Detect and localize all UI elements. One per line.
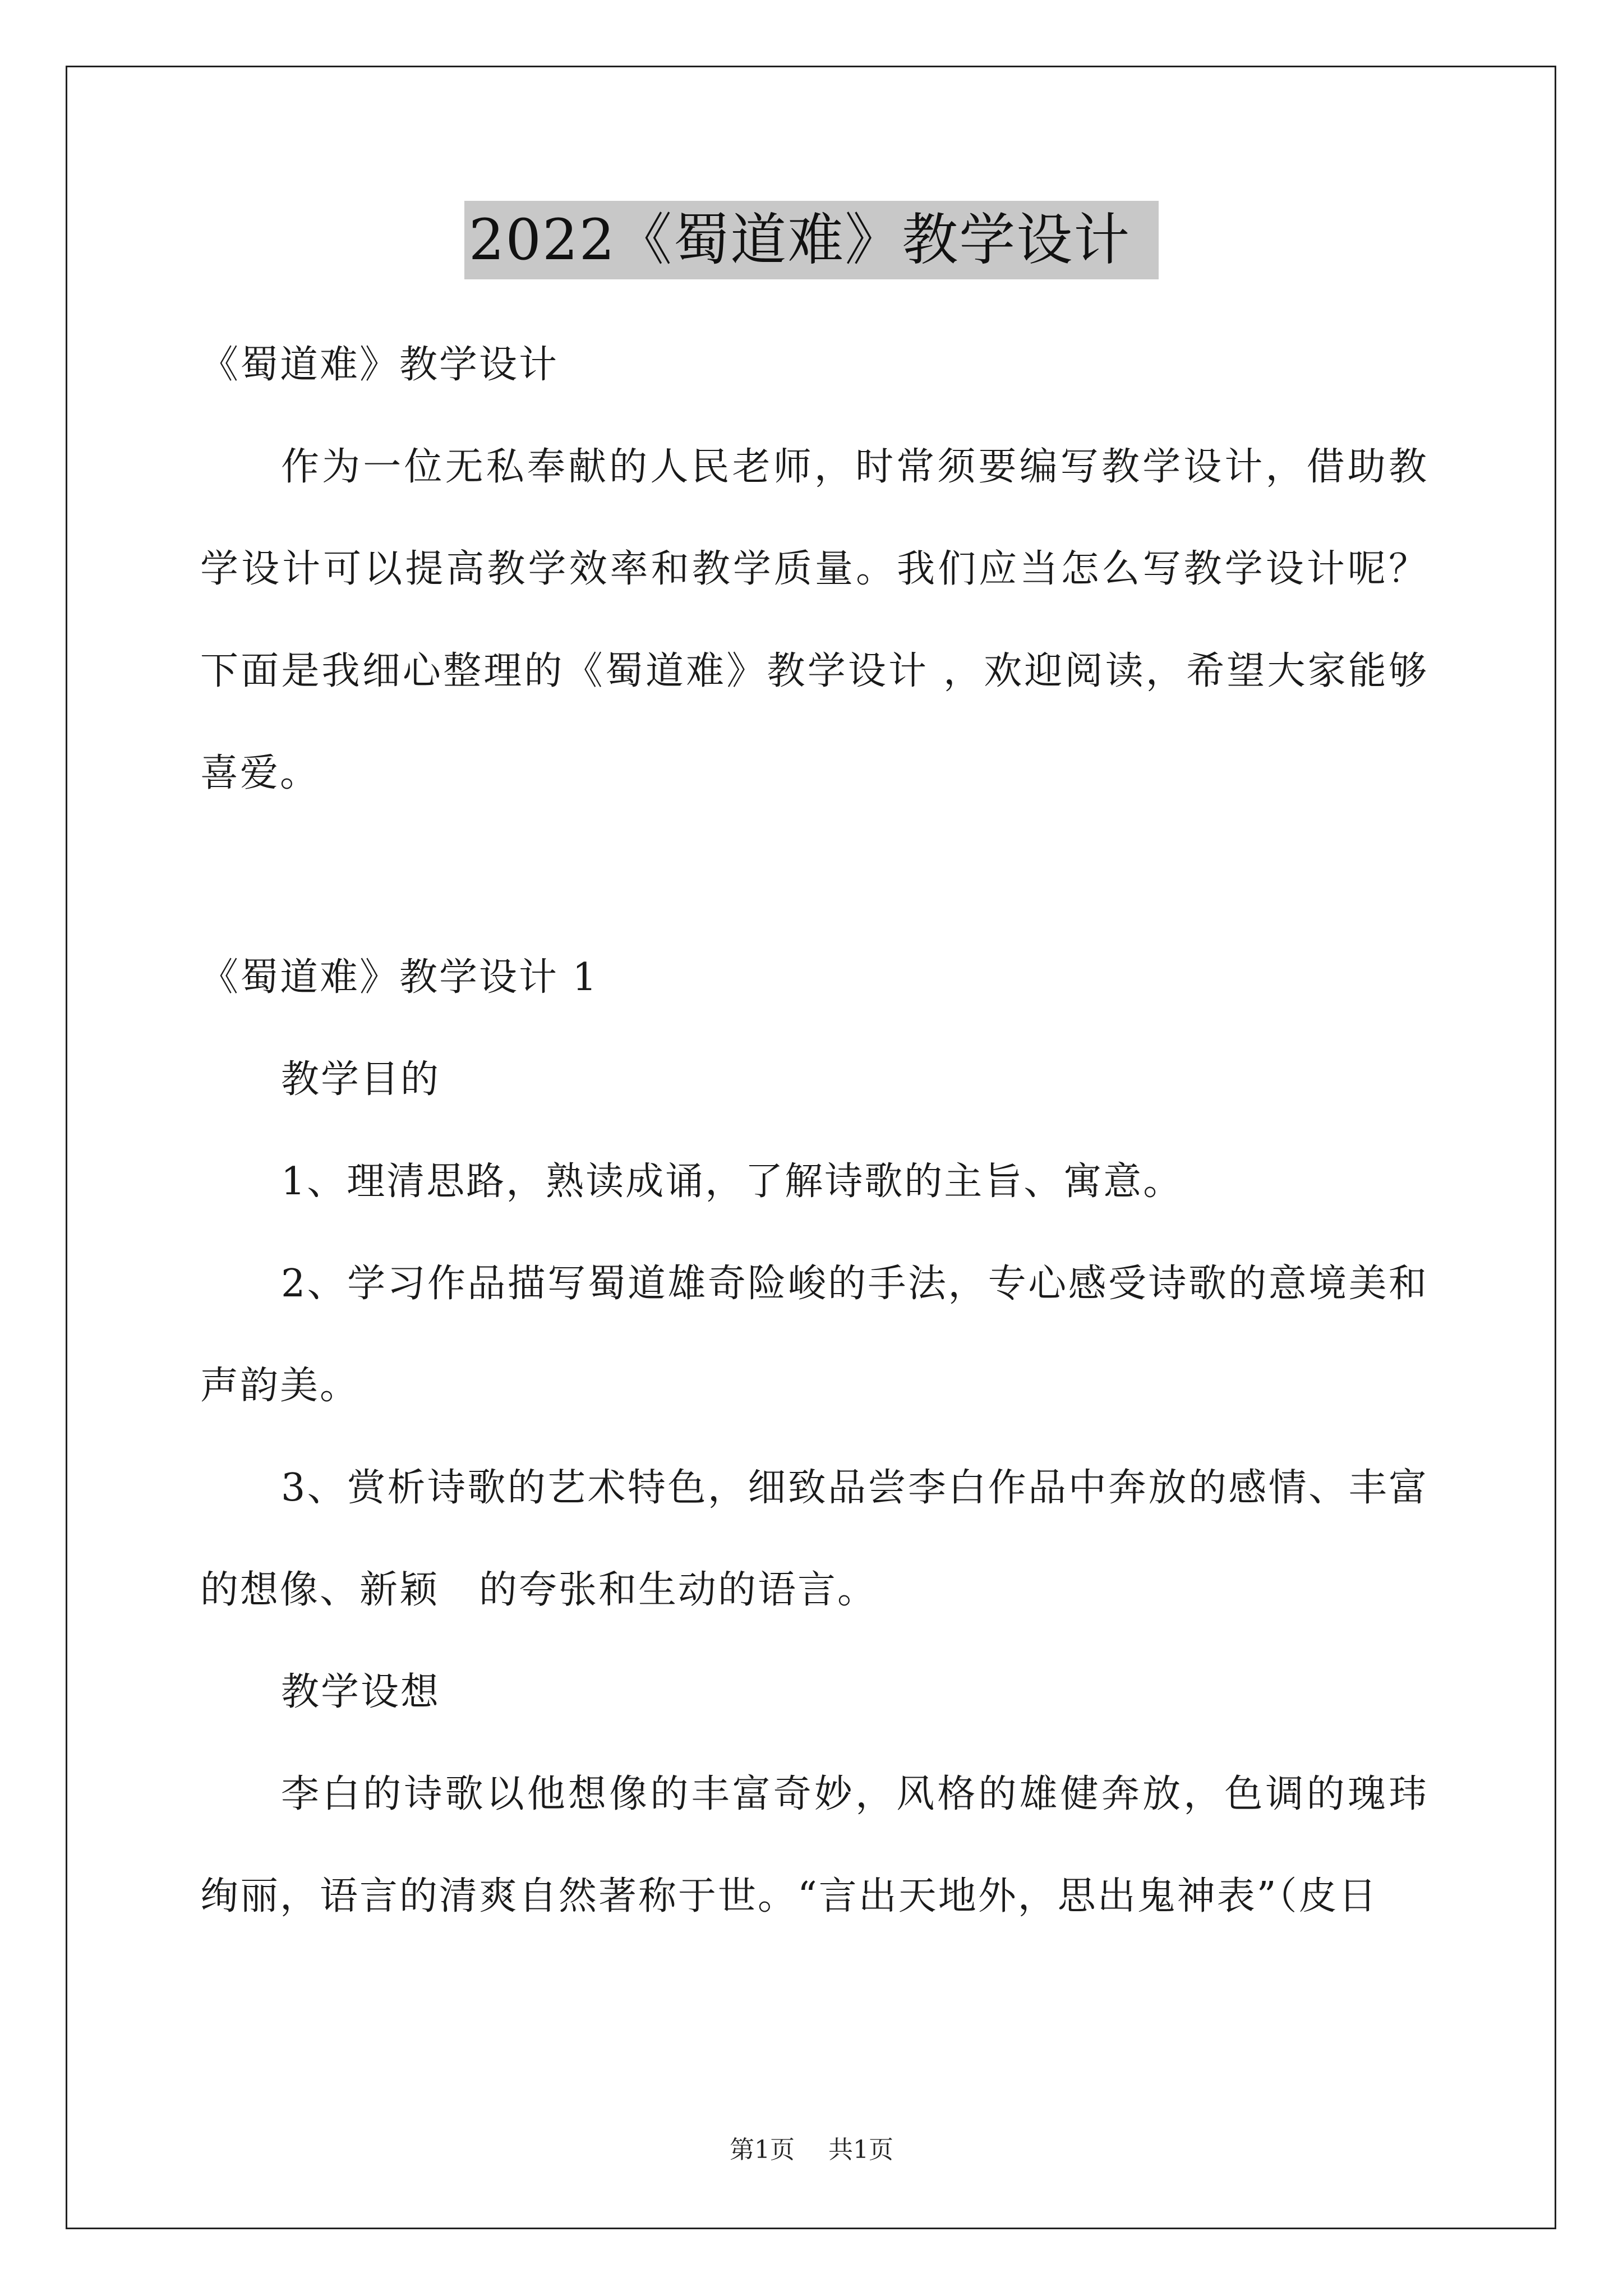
title-container bbox=[0, 201, 1623, 279]
body-paragraph: 李白的诗歌以他想像的丰富奇妙，风格的雄健奔放，色调的瑰玮绚丽，语言的清爽自然著称于世。“言出天地外，思出鬼神表”（皮日 bbox=[200, 1772, 1428, 1918]
document-body bbox=[200, 314, 1428, 1948]
goal-item: 1、理清思路，熟读成诵，了解诗歌的主旨、寓意。 bbox=[281, 1159, 1183, 1204]
page-total: 共1页 bbox=[828, 2136, 893, 2164]
page-footer bbox=[0, 2129, 1623, 2165]
goal-item: 3、赏析诗歌的艺术特色，细致品尝李白作品中奔放的感情、丰富的想像、新颖 的夸张和生动的语言。 bbox=[200, 1466, 1428, 1612]
document-title: 2022《蜀道难》教学设计 bbox=[464, 201, 1159, 279]
goal-item: 2、学习作品描写蜀道雄奇险峻的手法，专心感受诗歌的意境美和声韵美。 bbox=[200, 1262, 1428, 1408]
section-heading: 《蜀道难》教学设计 1 bbox=[200, 955, 598, 1000]
subheading-teaching-goals: 教学目的 bbox=[281, 1057, 441, 1102]
intro-paragraph: 作为一位无私奉献的人民老师，时常须要编写教学设计，借助教学设计可以提高教学效率和教学质量。我们应当怎么写教学设计呢？下面是我细心整理的《蜀道难》教学设计 ，欢迎阅读，希望大家能够喜爱。 bbox=[200, 445, 1428, 795]
page-number: 第1页 bbox=[730, 2136, 795, 2164]
subheading-teaching-ideas: 教学设想 bbox=[281, 1670, 441, 1714]
section-heading: 《蜀道难》教学设计 bbox=[200, 343, 559, 387]
